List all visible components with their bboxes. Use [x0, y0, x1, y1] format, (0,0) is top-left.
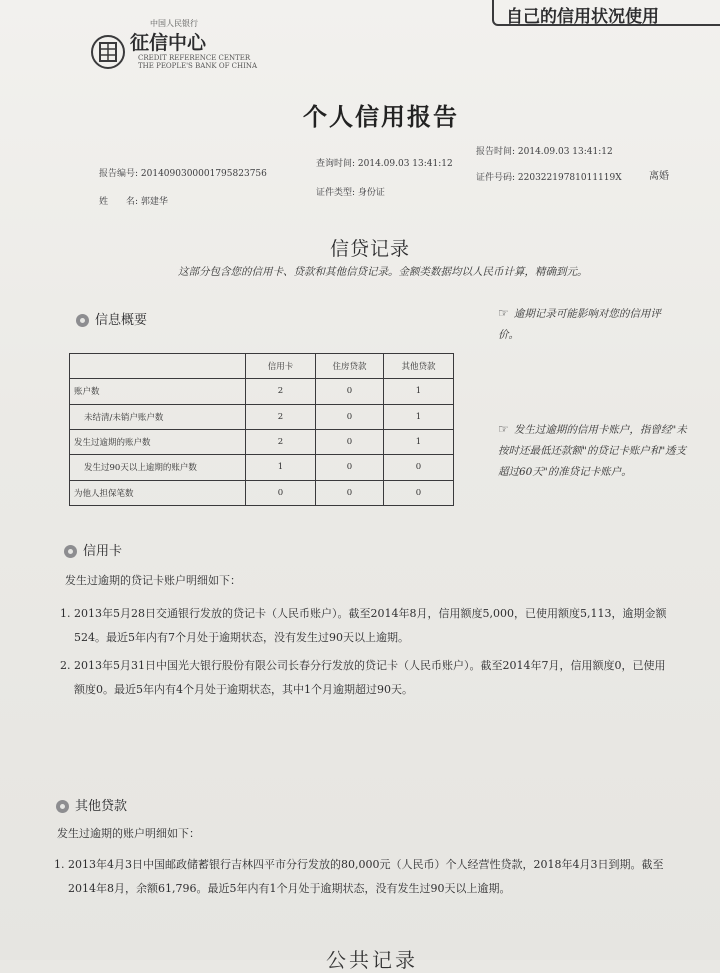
table-cell: 0: [316, 379, 384, 404]
section-intro: 这部分包含您的信用卡、贷款和其他信贷记录。金额类数据均以人民币计算，精确到元。: [178, 266, 588, 278]
table-row: [70, 429, 454, 454]
item-number: 1.: [54, 858, 65, 871]
table-cell: 2: [246, 429, 316, 454]
table-row: [70, 379, 454, 404]
person-name: 姓 名: 郭建华: [99, 197, 168, 207]
logo-top-text: 中国人民银行: [150, 19, 198, 28]
id-number: 证件号码: 22032219781011119X: [476, 173, 622, 183]
table-cell: 0: [316, 480, 384, 505]
row-label: 为他人担保笔数: [70, 480, 246, 505]
row-label: 账户数: [70, 379, 246, 404]
heading-overview-label: 信息概要: [95, 313, 148, 328]
item-number: 1.: [60, 607, 71, 620]
item-line: 2013年4月3日中国邮政储蓄银行吉林四平市分行发放的80,000元（人民币）个人经营性贷款，2018年4月3日到期。截至: [68, 858, 664, 871]
row-label: 发生过90天以上逾期的账户数: [70, 455, 246, 480]
side-note-1-text: 逾期记录可能影响对您的信用评价。: [498, 308, 661, 341]
logo-name: 征信中心: [130, 32, 207, 54]
table-cell: 1: [384, 379, 454, 404]
table-cell: 1: [384, 429, 454, 454]
next-section-title-cut: 公共记录: [326, 948, 418, 972]
overview-table: [69, 353, 454, 506]
table-header: 其他贷款: [384, 354, 454, 379]
marital-status: 离婚: [649, 171, 669, 182]
table-cell: 1: [384, 404, 454, 429]
credit-card-item-1: [60, 602, 696, 650]
table-header: 信用卡: [246, 354, 316, 379]
table-cell: 2: [246, 404, 316, 429]
side-note-2: [498, 418, 688, 481]
bullet-icon: [56, 800, 69, 813]
report-title: 个人信用报告: [303, 102, 459, 131]
table-row: [70, 480, 454, 505]
credit-card-intro: 发生过逾期的贷记卡账户明细如下：: [65, 574, 241, 587]
table-cell: 0: [316, 404, 384, 429]
other-loans-intro: 发生过逾期的账户明细如下：: [57, 827, 200, 840]
side-note-1: [498, 302, 678, 344]
table-cell: 2: [246, 379, 316, 404]
credit-center-logo: [88, 18, 258, 78]
bullet-icon: [64, 545, 77, 558]
heading-overview: [76, 309, 147, 328]
item-line: 2013年5月28日交通银行发放的贷记卡（人民币账户）。截至2014年8月，信用额度5,000，已使用额度5,113，逾期金额: [74, 607, 667, 620]
row-label: 未结清/未销户账户数: [70, 404, 246, 429]
table-cell: 0: [246, 480, 316, 505]
report-number: 报告编号: 2014090300001795823756: [99, 169, 267, 179]
table-row: [70, 455, 454, 480]
logo-english-2: THE PEOPLE'S BANK OF CHINA: [138, 62, 258, 70]
item-line: 额度0。最近5年内有4个月处于逾期状态，其中1个月逾期超过90天。: [74, 683, 413, 696]
table-cell: 0: [316, 455, 384, 480]
pointing-hand-icon: ☞: [498, 422, 509, 436]
heading-other-loans: [56, 795, 127, 814]
seal-icon: [90, 34, 126, 70]
table-header-row: [70, 354, 454, 379]
heading-other-loans-label: 其他贷款: [75, 799, 128, 814]
table-cell: 0: [384, 455, 454, 480]
heading-credit-card: [64, 540, 122, 559]
table-cell: 0: [384, 480, 454, 505]
top-right-stamp: [492, 0, 720, 26]
table-header: 住房贷款: [316, 354, 384, 379]
item-line: 524。最近5年内有7个月处于逾期状态，没有发生过90天以上逾期。: [74, 631, 409, 644]
id-type: 证件类型: 身份证: [316, 188, 385, 198]
stamp-text: 自己的信用状况使用: [506, 7, 659, 27]
table-corner: [70, 354, 246, 379]
credit-card-item-2: [60, 654, 696, 702]
table-cell: 1: [246, 455, 316, 480]
table-cell: 0: [316, 429, 384, 454]
side-note-2-text: 发生过逾期的信用卡账户，指曾经"未按时还最低还款额"的贷记卡账户和"透支超过60天"的准贷记卡账户。: [498, 424, 687, 478]
bullet-icon: [76, 314, 89, 327]
report-time-right: 报告时间: 2014.09.03 13:41:12: [476, 147, 613, 157]
logo-english-1: CREDIT REFERENCE CENTER: [138, 54, 251, 62]
item-number: 2.: [60, 659, 71, 672]
section-title-credit: 信贷记录: [330, 238, 411, 260]
other-loans-item-1: [54, 853, 704, 901]
heading-credit-card-label: 信用卡: [83, 544, 123, 559]
row-label: 发生过逾期的账户数: [70, 429, 246, 454]
table-row: [70, 404, 454, 429]
item-line: 2014年8月，余额61,796。最近5年内有1个月处于逾期状态，没有发生过90天以上逾期。: [68, 882, 511, 895]
query-time: 查询时间: 2014.09.03 13:41:12: [316, 159, 453, 169]
item-line: 2013年5月31日中国光大银行股份有限公司长春分行发放的贷记卡（人民币账户）。截至2014年7月，信用额度0，已使用: [74, 659, 666, 672]
pointing-hand-icon: ☞: [498, 306, 509, 320]
